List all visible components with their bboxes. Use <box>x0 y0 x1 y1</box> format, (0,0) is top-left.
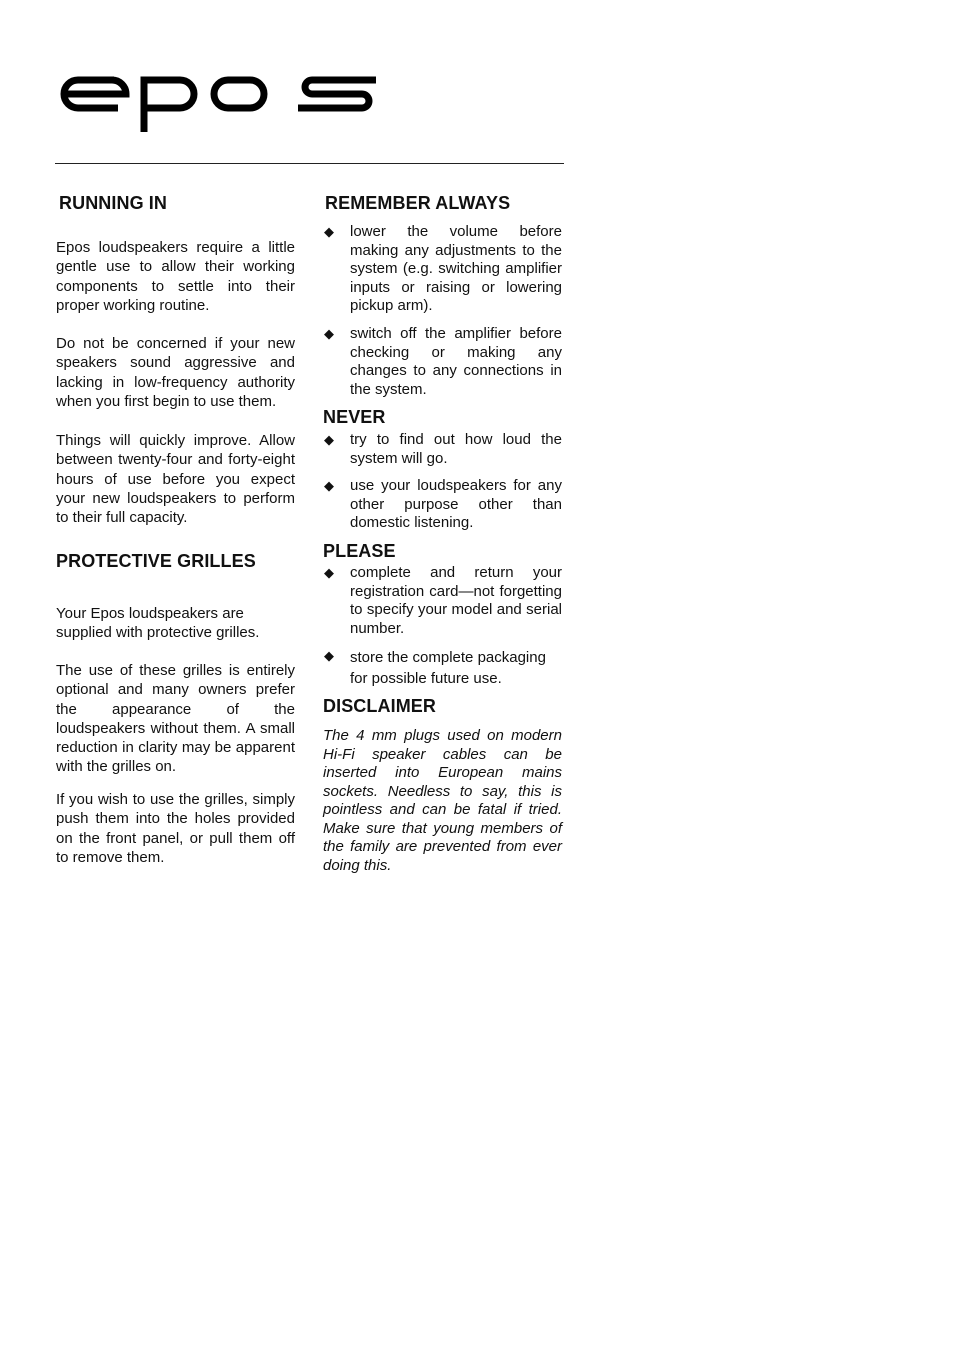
never-item-2: use your loudspeakers for any other purpose other than domestic listening. <box>350 477 562 531</box>
grilles-paragraph-3: If you wish to use the grilles, simply push them into the holes provided on the front panel, or pull them off to remove them. <box>56 791 295 866</box>
diamond-bullet-icon: ◆ <box>324 565 334 580</box>
remember-item-2: switch off the amplifier before checking or making any changes to any connections in the system. <box>350 325 562 398</box>
diamond-bullet-icon: ◆ <box>324 432 334 447</box>
diamond-bullet-icon: ◆ <box>324 224 334 239</box>
please-item-2: store the complete packaging for possible future use. <box>350 649 546 687</box>
never-item-1: try to find out how loud the system will go. <box>350 431 562 467</box>
list-item <box>323 223 562 316</box>
header-divider <box>55 163 564 164</box>
please-heading: PLEASE <box>323 541 396 561</box>
disclaimer-text: The 4 mm plugs used on modern Hi-Fi speaker cables can be inserted into European mains sockets. Needless to say, this is pointless and can be fatal if tried. Make sure that young members of the family are prevented from ever doing this. <box>323 727 562 874</box>
never-heading: NEVER <box>323 407 386 427</box>
running-in-paragraph-1: Epos loudspeakers require a little gentle use to allow their working components to settle into their proper working routine. <box>56 239 295 314</box>
remember-always-heading: REMEMBER ALWAYS <box>325 193 511 213</box>
remember-item-1: lower the volume before making any adjustments to the system (e.g. switching amplifier inputs or raising or lowering pickup arm). <box>350 223 562 314</box>
grilles-paragraph-1: Your Epos loudspeakers are supplied with protective grilles. <box>56 605 260 642</box>
protective-grilles-heading: PROTECTIVE GRILLES <box>56 551 256 571</box>
running-in-paragraph-2: Do not be concerned if your new speakers sound aggressive and lacking in low-frequency authority when you first begin to use them. <box>56 335 295 410</box>
disclaimer-heading: DISCLAIMER <box>323 696 436 716</box>
epos-logo <box>56 60 382 132</box>
list-item <box>323 477 562 533</box>
list-item <box>323 325 562 399</box>
list-item <box>323 647 562 689</box>
diamond-bullet-icon: ◆ <box>324 478 334 493</box>
list-item <box>323 431 562 468</box>
diamond-bullet-icon: ◆ <box>324 648 334 663</box>
list-item <box>323 564 562 638</box>
running-in-heading: RUNNING IN <box>59 193 167 213</box>
running-in-paragraph-3: Things will quickly improve. Allow between twenty-four and forty-eight hours of use before you expect your new loudspeakers to perform to their full capacity. <box>56 432 295 527</box>
please-item-1: complete and return your registration card—not forgetting to specify your model and serial number. <box>350 564 562 637</box>
grilles-paragraph-2: The use of these grilles is entirely optional and many owners prefer the appearance of the loudspeakers without them. A small reduction in clarity may be apparent with the grilles on. <box>56 662 295 776</box>
diamond-bullet-icon: ◆ <box>324 326 334 341</box>
